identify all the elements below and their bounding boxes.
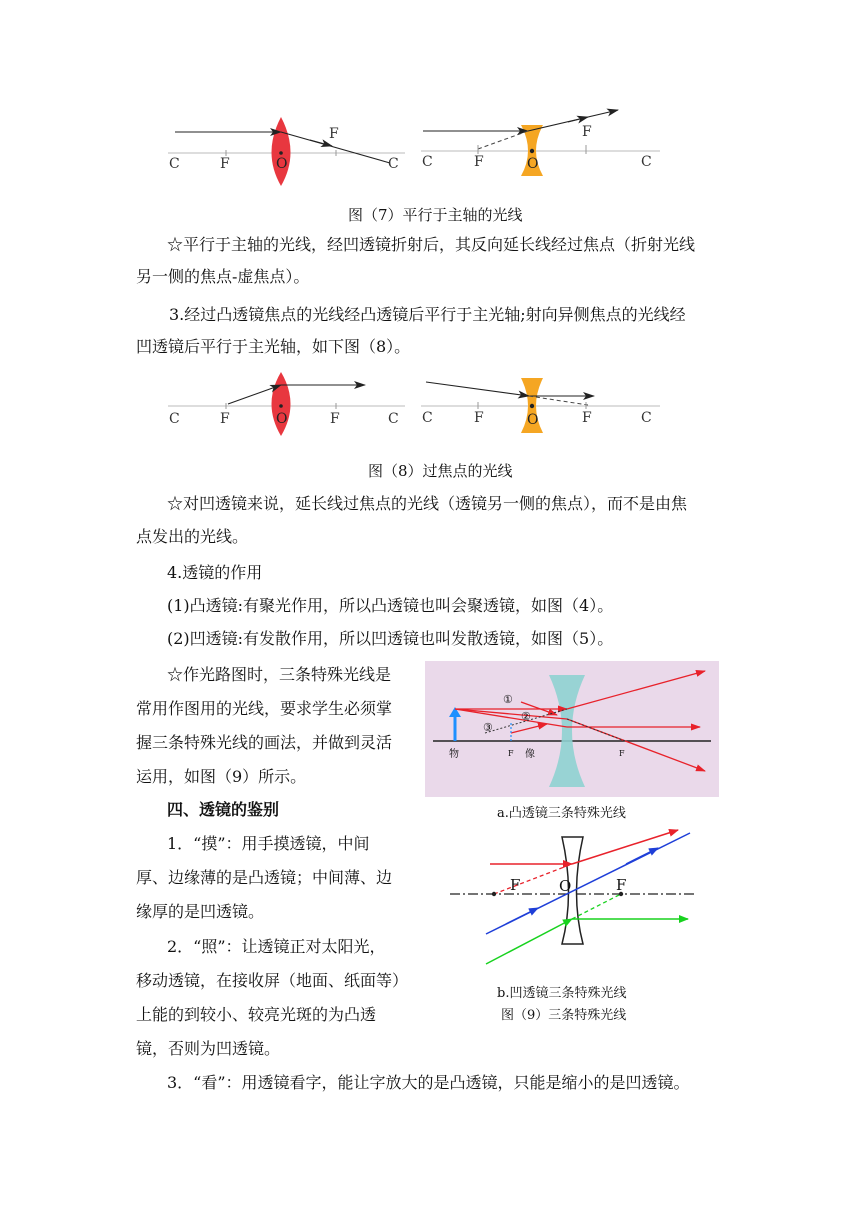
figure-8-convex — [160, 368, 412, 438]
m1-line2: 厚、边缘薄的是凸透镜；中间薄、边 — [136, 868, 393, 887]
figure-9b-caption: b.凹透镜三条特殊光线 — [497, 986, 627, 1001]
section4-heading: 四、透镜的鉴别 — [167, 800, 280, 819]
o-label: O — [559, 877, 572, 895]
label-c-right: C — [388, 156, 399, 172]
figure-8-caption: 图（8）过焦点的光线 — [368, 462, 513, 480]
m3-line1: 3．“看”：用透镜看字，能让字放大的是凸透镜，只能是缩小的是凹透镜。 — [167, 1073, 690, 1092]
note2-line2: 点发出的光线。 — [136, 527, 249, 546]
label-c-left: C — [169, 156, 180, 172]
f-left-label: F — [508, 749, 514, 758]
note3-line2: 常用作图用的光线，要求学生必须掌 — [136, 699, 393, 718]
m1-line3: 缘厚的是凹透镜。 — [136, 902, 265, 921]
m2-line4: 镜，否则为凹透镜。 — [136, 1039, 281, 1058]
f-left-label: F — [510, 876, 521, 894]
label-o: O — [527, 412, 539, 428]
item3-line2: 凹透镜后平行于主光轴，如下图（8）。 — [136, 337, 411, 356]
m2-line2: 移动透镜，在接收屏（地面、纸面等） — [136, 971, 409, 990]
label-f-right: F — [330, 411, 340, 427]
label-f-left: F — [474, 410, 484, 426]
ray-3-label: ③ — [483, 721, 493, 734]
label-o: O — [527, 156, 539, 172]
label-c-right: C — [641, 410, 652, 426]
note1-line1: ☆平行于主轴的光线，经凹透镜折射后，其反向延长线经过焦点（折射光线 — [167, 235, 696, 254]
figure-9b — [446, 824, 698, 970]
figure-8-concave — [418, 372, 663, 438]
figure-9-caption: 图（9）三条特殊光线 — [501, 1008, 627, 1023]
note3-line4: 运用，如图（9）所示。 — [136, 767, 307, 786]
object-label: 物 — [449, 749, 459, 760]
ray-2-label: ② — [521, 710, 531, 723]
label-f-right: F — [582, 410, 592, 426]
label-c-right: C — [388, 411, 399, 427]
f-right-label: F — [619, 749, 625, 758]
item4-sub1: (1)凸透镜:有聚光作用，所以凸透镜也叫会聚透镜，如图（4）。 — [167, 596, 614, 615]
note3-line1: ☆作光路图时，三条特殊光线是 — [167, 665, 392, 684]
m1-line1: 1．“摸”：用手摸透镜，中间 — [167, 834, 370, 853]
label-o: O — [276, 156, 288, 172]
item3-line1: 3.经过凸透镜焦点的光线经凸透镜后平行于主光轴;射向异侧焦点的光线经 — [169, 305, 686, 324]
label-c-left: C — [169, 411, 180, 427]
label-c-left: C — [422, 410, 433, 426]
label-f-left: F — [220, 156, 230, 172]
ray-1-label: ① — [503, 693, 513, 706]
label-f-right: F — [329, 126, 339, 142]
f-right-label: F — [616, 876, 627, 894]
label-f-left: F — [474, 154, 484, 170]
figure-9a — [425, 661, 719, 797]
figure-7-caption: 图（7）平行于主轴的光线 — [348, 206, 523, 224]
note2-line1: ☆对凹透镜来说，延长线过焦点的光线（透镜另一侧的焦点），而不是由焦 — [167, 494, 688, 513]
figure-7-concave — [418, 104, 663, 184]
figure-9a-caption: a.凸透镜三条特殊光线 — [497, 806, 626, 821]
m2-line3: 上能的到较小、较亮光斑的为凸透 — [136, 1005, 377, 1024]
item4-title: 4.透镜的作用 — [167, 563, 263, 582]
note1-line2: 另一侧的焦点-虚焦点）。 — [136, 267, 310, 286]
item4-sub2: (2)凹透镜:有发散作用，所以凹透镜也叫发散透镜，如图（5）。 — [167, 629, 614, 648]
figure-7-convex — [160, 108, 412, 190]
label-o: O — [276, 411, 288, 427]
image-label: 像 — [525, 749, 535, 760]
m2-line1: 2．“照”：让透镜正对太阳光， — [167, 937, 386, 956]
note3-line3: 握三条特殊光线的画法，并做到灵活 — [136, 733, 393, 752]
label-f-right: F — [582, 124, 592, 140]
label-f-left: F — [220, 411, 230, 427]
label-c-right: C — [641, 154, 652, 170]
label-c-left: C — [422, 154, 433, 170]
